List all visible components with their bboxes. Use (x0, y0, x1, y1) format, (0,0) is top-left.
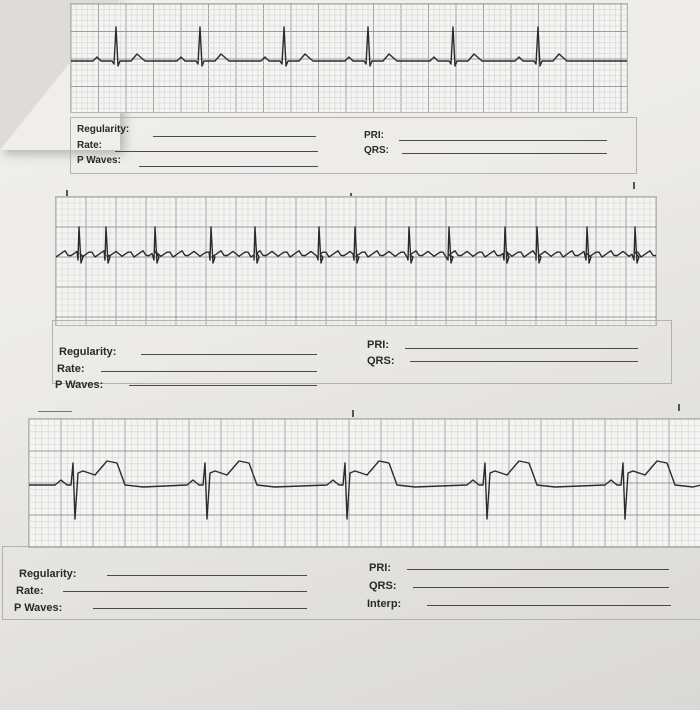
answer-box-2 (52, 320, 672, 391)
strip-marker (352, 410, 354, 417)
rate-answer-line[interactable] (63, 591, 307, 592)
ecg-strip-1-graph (71, 4, 627, 112)
regularity-label: Regularity: (59, 346, 117, 358)
answer-box-1 (70, 117, 637, 174)
rate-answer-line[interactable] (115, 151, 318, 152)
answer-box-3 (2, 546, 700, 620)
regularity-label: Regularity: (77, 124, 130, 135)
rate-label: Rate: (57, 363, 85, 375)
rate-label: Rate: (77, 140, 103, 151)
interp-answer-line[interactable] (427, 605, 671, 606)
p-waves-label: P Waves: (14, 602, 63, 614)
pri-answer-line[interactable] (407, 569, 669, 570)
qrs-answer-line[interactable] (402, 153, 607, 154)
rate-label: Rate: (16, 585, 44, 597)
ecg-strip-3 (28, 418, 700, 548)
regularity-answer-line[interactable] (141, 354, 317, 355)
qrs-answer-line[interactable] (410, 361, 638, 362)
ecg-strip-2-graph (56, 197, 656, 325)
ecg-strip-2 (55, 196, 657, 326)
pri-answer-line[interactable] (405, 348, 638, 349)
qrs-answer-line[interactable] (413, 587, 669, 588)
regularity-answer-line[interactable] (153, 136, 316, 137)
regularity-label: Regularity: (19, 568, 77, 580)
ecg-strip-3-graph (29, 419, 700, 547)
p-waves-label: P Waves: (77, 155, 121, 166)
p-waves-answer-line[interactable] (93, 608, 307, 609)
strip-marker (633, 182, 635, 189)
strip-marker-line (38, 411, 72, 412)
interp-label: Interp: (367, 598, 402, 610)
rate-answer-line[interactable] (101, 371, 317, 372)
qrs-label: QRS: (364, 145, 389, 156)
p-waves-answer-line[interactable] (129, 385, 317, 386)
qrs-label: QRS: (369, 580, 397, 592)
regularity-answer-line[interactable] (107, 575, 307, 576)
ecg-strip-1 (70, 3, 628, 113)
pri-label: PRI: (364, 130, 384, 141)
pri-label: PRI: (367, 339, 389, 351)
p-waves-label: P Waves: (55, 379, 104, 391)
strip-marker (678, 404, 680, 411)
qrs-label: QRS: (367, 355, 395, 367)
p-waves-answer-line[interactable] (139, 166, 318, 167)
pri-answer-line[interactable] (399, 140, 607, 141)
pri-label: PRI: (369, 562, 391, 574)
